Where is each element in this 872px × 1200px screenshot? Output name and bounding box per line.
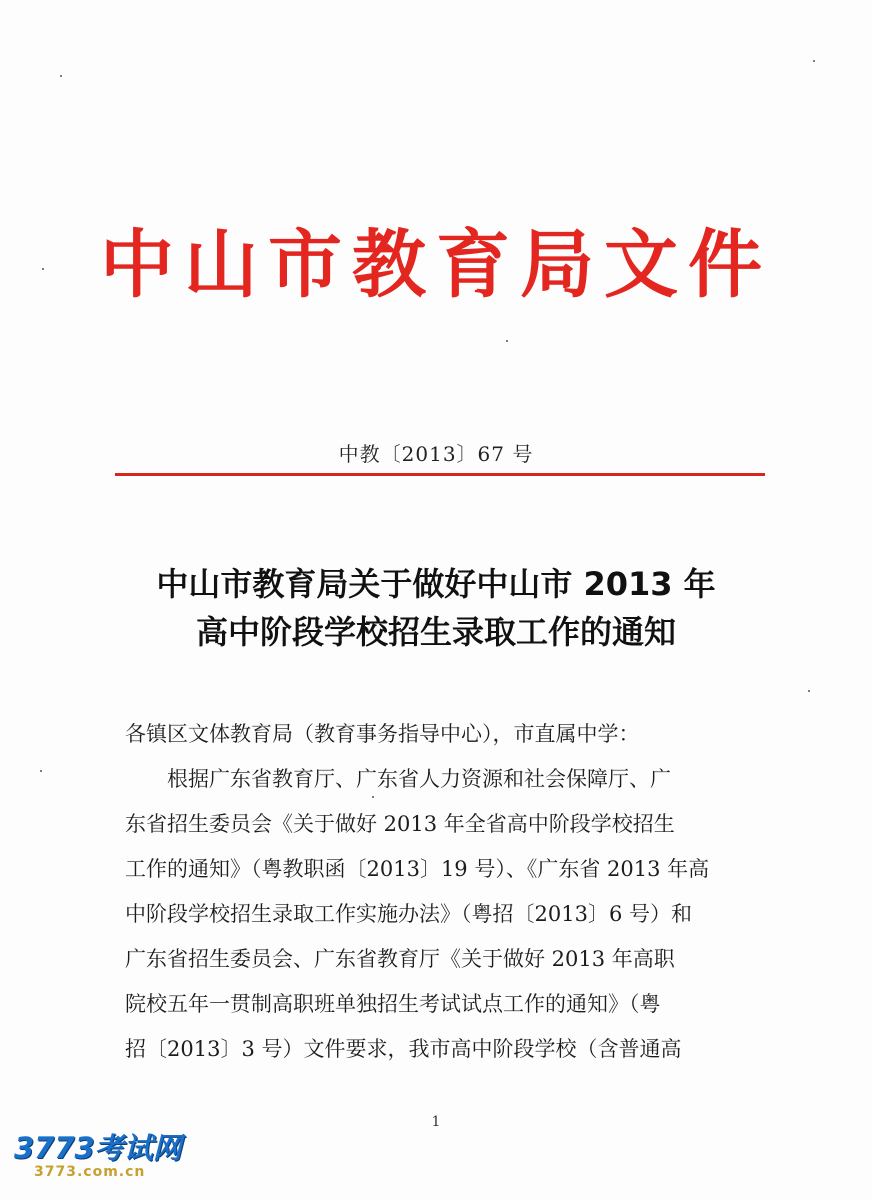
site-watermark-logo xyxy=(14,1133,184,1193)
body-line: 工作的通知》（粤教职函〔2013〕19 号）、《广东省 2013 年高 xyxy=(125,857,710,881)
document-title xyxy=(0,560,872,656)
scan-speck xyxy=(42,268,44,270)
salutation-line: 各镇区文体教育局（教育事务指导中心），市直属中学： xyxy=(125,722,640,746)
scan-speck xyxy=(506,340,508,342)
body-line: 院校五年一贯制高职班单独招生考试试点工作的通知》（粤 xyxy=(125,992,661,1016)
document-title-line-1: 中山市教育局关于做好中山市 2013 年 xyxy=(156,565,716,603)
document-body xyxy=(125,712,745,1072)
body-line: 根据广东省教育厅、广东省人力资源和社会保障厅、广 xyxy=(167,767,671,791)
document-title-line-2: 高中阶段学校招生录取工作的通知 xyxy=(195,613,676,651)
body-line: 招〔2013〕3 号）文件要求，我市高中阶段学校（含普通高 xyxy=(125,1037,682,1061)
body-line: 广东省招生委员会、广东省教育厅《关于做好 2013 年高职 xyxy=(125,947,675,971)
watermark-main-text: 3773考试网 xyxy=(14,1131,182,1165)
scan-speck xyxy=(372,796,374,798)
scan-speck xyxy=(40,770,42,772)
scan-speck xyxy=(60,75,62,77)
scan-speck xyxy=(813,60,815,62)
red-divider-line xyxy=(115,473,765,476)
body-line: 东省招生委员会《关于做好 2013 年全省高中阶段学校招生 xyxy=(125,812,675,836)
document-number: 中教〔2013〕67 号 xyxy=(338,442,534,466)
page-number: 1 xyxy=(431,1114,441,1130)
body-line: 中阶段学校招生录取工作实施办法》（粤招〔2013〕6 号）和 xyxy=(125,902,692,926)
scan-speck xyxy=(808,690,810,692)
masthead-title: 中山市教育局文件 xyxy=(100,222,772,308)
watermark-url-text: 3773.com.cn xyxy=(34,1164,146,1180)
